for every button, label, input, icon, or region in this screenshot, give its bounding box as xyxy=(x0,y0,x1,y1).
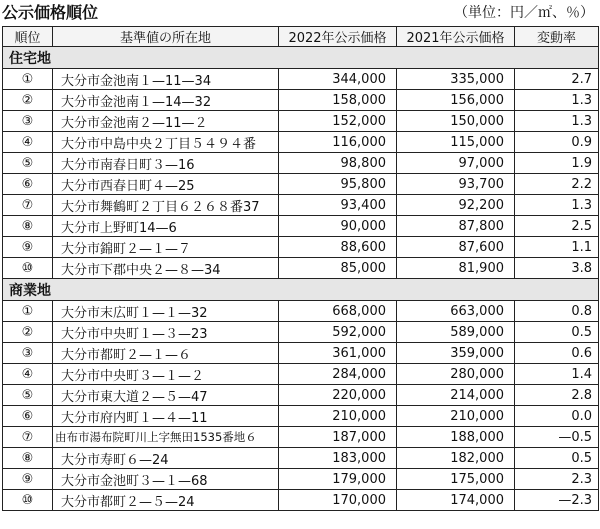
header-price-2021: 2021年公示価格 xyxy=(397,27,515,47)
change-cell: 0.5 xyxy=(515,322,599,343)
price-2022-cell: 220,000 xyxy=(279,385,397,406)
rank-cell: ⑦ xyxy=(3,427,53,448)
price-2022-cell: 158,000 xyxy=(279,90,397,111)
rank-cell: ⑧ xyxy=(3,216,53,237)
table-row xyxy=(3,364,599,385)
rank-cell: ⑧ xyxy=(3,448,53,469)
change-cell: 0.6 xyxy=(515,343,599,364)
rank-cell: ⑤ xyxy=(3,385,53,406)
rank-cell: ④ xyxy=(3,364,53,385)
address-cell: 大分市下郡中央２—８—34 xyxy=(53,258,279,279)
change-cell: 1.3 xyxy=(515,90,599,111)
price-2022-cell: 152,000 xyxy=(279,111,397,132)
change-cell: —0.5 xyxy=(515,427,599,448)
table-row xyxy=(3,406,599,427)
price-2021-cell: 87,800 xyxy=(397,216,515,237)
table-row xyxy=(3,427,599,448)
price-2021-cell: 663,000 xyxy=(397,301,515,322)
address-cell: 大分市中央町１—３—23 xyxy=(53,322,279,343)
address-cell: 大分市末広町１—１—32 xyxy=(53,301,279,322)
price-2022-cell: 179,000 xyxy=(279,469,397,490)
price-2021-cell: 188,000 xyxy=(397,427,515,448)
change-cell: 2.3 xyxy=(515,469,599,490)
header-address: 基準値の所在地 xyxy=(53,27,279,47)
address-cell: 大分市西春日町４—25 xyxy=(53,174,279,195)
change-cell: 0.8 xyxy=(515,301,599,322)
rank-cell: ① xyxy=(3,69,53,90)
price-2021-cell: 93,700 xyxy=(397,174,515,195)
table-row xyxy=(3,469,599,490)
price-2022-cell: 93,400 xyxy=(279,195,397,216)
table-row xyxy=(3,490,599,511)
price-2022-cell: 88,600 xyxy=(279,237,397,258)
rank-cell: ⑨ xyxy=(3,237,53,258)
price-2021-cell: 335,000 xyxy=(397,69,515,90)
change-cell: 0.5 xyxy=(515,448,599,469)
price-2022-cell: 90,000 xyxy=(279,216,397,237)
address-cell: 大分市寿町６—24 xyxy=(53,448,279,469)
address-cell: 大分市都町２—５—24 xyxy=(53,490,279,511)
price-2021-cell: 175,000 xyxy=(397,469,515,490)
price-2021-cell: 115,000 xyxy=(397,132,515,153)
change-cell: 3.8 xyxy=(515,258,599,279)
table-row xyxy=(3,90,599,111)
price-2022-cell: 361,000 xyxy=(279,343,397,364)
price-2021-cell: 97,000 xyxy=(397,153,515,174)
change-cell: 1.3 xyxy=(515,195,599,216)
table-row xyxy=(3,301,599,322)
change-cell: 2.2 xyxy=(515,174,599,195)
rank-cell: ④ xyxy=(3,132,53,153)
price-ranking-table xyxy=(2,26,599,511)
rank-cell: ⑥ xyxy=(3,406,53,427)
change-cell: 1.3 xyxy=(515,111,599,132)
address-cell: 大分市東大道２—５—47 xyxy=(53,385,279,406)
rank-cell: ③ xyxy=(3,111,53,132)
price-2022-cell: 170,000 xyxy=(279,490,397,511)
header-change: 変動率 xyxy=(515,27,599,47)
section-row xyxy=(3,47,599,69)
rank-cell: ⑥ xyxy=(3,174,53,195)
price-2022-cell: 668,000 xyxy=(279,301,397,322)
address-cell: 大分市金池南１—14—32 xyxy=(53,90,279,111)
price-2021-cell: 92,200 xyxy=(397,195,515,216)
table-row xyxy=(3,216,599,237)
header-price-2022: 2022年公示価格 xyxy=(279,27,397,47)
rank-cell: ⑤ xyxy=(3,153,53,174)
section-row xyxy=(3,279,599,301)
address-cell: 大分市舞鶴町２丁目６２６８番37 xyxy=(53,195,279,216)
address-cell: 大分市南春日町３—16 xyxy=(53,153,279,174)
table-row xyxy=(3,237,599,258)
price-2021-cell: 150,000 xyxy=(397,111,515,132)
section-label: 商業地 xyxy=(3,279,599,301)
rank-cell: ⑦ xyxy=(3,195,53,216)
page-title: 公示価格順位 xyxy=(2,3,99,22)
address-cell: 大分市金池町３—１—68 xyxy=(53,469,279,490)
change-cell: 1.1 xyxy=(515,237,599,258)
price-2021-cell: 280,000 xyxy=(397,364,515,385)
change-cell: 1.4 xyxy=(515,364,599,385)
price-2021-cell: 214,000 xyxy=(397,385,515,406)
table-row xyxy=(3,69,599,90)
table-row xyxy=(3,322,599,343)
change-cell: 1.9 xyxy=(515,153,599,174)
price-2021-cell: 182,000 xyxy=(397,448,515,469)
table-header-row xyxy=(3,27,599,47)
section-label: 住宅地 xyxy=(3,47,599,69)
address-cell: 大分市錦町２—１—７ xyxy=(53,237,279,258)
price-2021-cell: 210,000 xyxy=(397,406,515,427)
table-row xyxy=(3,111,599,132)
change-cell: 0.9 xyxy=(515,132,599,153)
price-2022-cell: 183,000 xyxy=(279,448,397,469)
address-cell: 大分市都町２—１—６ xyxy=(53,343,279,364)
price-2022-cell: 85,000 xyxy=(279,258,397,279)
table-row xyxy=(3,195,599,216)
rank-cell: ⑩ xyxy=(3,490,53,511)
price-2022-cell: 592,000 xyxy=(279,322,397,343)
table-row xyxy=(3,132,599,153)
rank-cell: ③ xyxy=(3,343,53,364)
change-cell: 2.8 xyxy=(515,385,599,406)
change-cell: —2.3 xyxy=(515,490,599,511)
price-2022-cell: 210,000 xyxy=(279,406,397,427)
table-row xyxy=(3,258,599,279)
table-row xyxy=(3,343,599,364)
change-cell: 2.5 xyxy=(515,216,599,237)
table-body xyxy=(3,47,599,511)
price-2022-cell: 95,800 xyxy=(279,174,397,195)
price-2022-cell: 116,000 xyxy=(279,132,397,153)
rank-cell: ⑩ xyxy=(3,258,53,279)
price-2021-cell: 359,000 xyxy=(397,343,515,364)
table-row xyxy=(3,448,599,469)
price-2022-cell: 187,000 xyxy=(279,427,397,448)
address-cell: 大分市金池南１—11—34 xyxy=(53,69,279,90)
address-cell: 大分市上野町14—6 xyxy=(53,216,279,237)
address-cell: 大分市中島中央２丁目５４９４番 xyxy=(53,132,279,153)
table-row xyxy=(3,385,599,406)
rank-cell: ② xyxy=(3,322,53,343)
header-rank: 順位 xyxy=(3,27,53,47)
price-2022-cell: 284,000 xyxy=(279,364,397,385)
price-2021-cell: 87,600 xyxy=(397,237,515,258)
change-cell: 2.7 xyxy=(515,69,599,90)
price-2021-cell: 589,000 xyxy=(397,322,515,343)
address-cell: 由布市湯布院町川上字無田1535番地６ xyxy=(53,427,279,448)
price-2021-cell: 174,000 xyxy=(397,490,515,511)
price-2021-cell: 156,000 xyxy=(397,90,515,111)
address-cell: 大分市中央町３—１—２ xyxy=(53,364,279,385)
price-2022-cell: 98,800 xyxy=(279,153,397,174)
table-row xyxy=(3,153,599,174)
address-cell: 大分市府内町１—４—11 xyxy=(53,406,279,427)
price-2021-cell: 81,900 xyxy=(397,258,515,279)
change-cell: 0.0 xyxy=(515,406,599,427)
table-row xyxy=(3,174,599,195)
price-2022-cell: 344,000 xyxy=(279,69,397,90)
address-cell: 大分市金池南２—11—２ xyxy=(53,111,279,132)
rank-cell: ② xyxy=(3,90,53,111)
unit-note: （単位：円／㎡、％） xyxy=(454,5,594,21)
rank-cell: ⑨ xyxy=(3,469,53,490)
rank-cell: ① xyxy=(3,301,53,322)
